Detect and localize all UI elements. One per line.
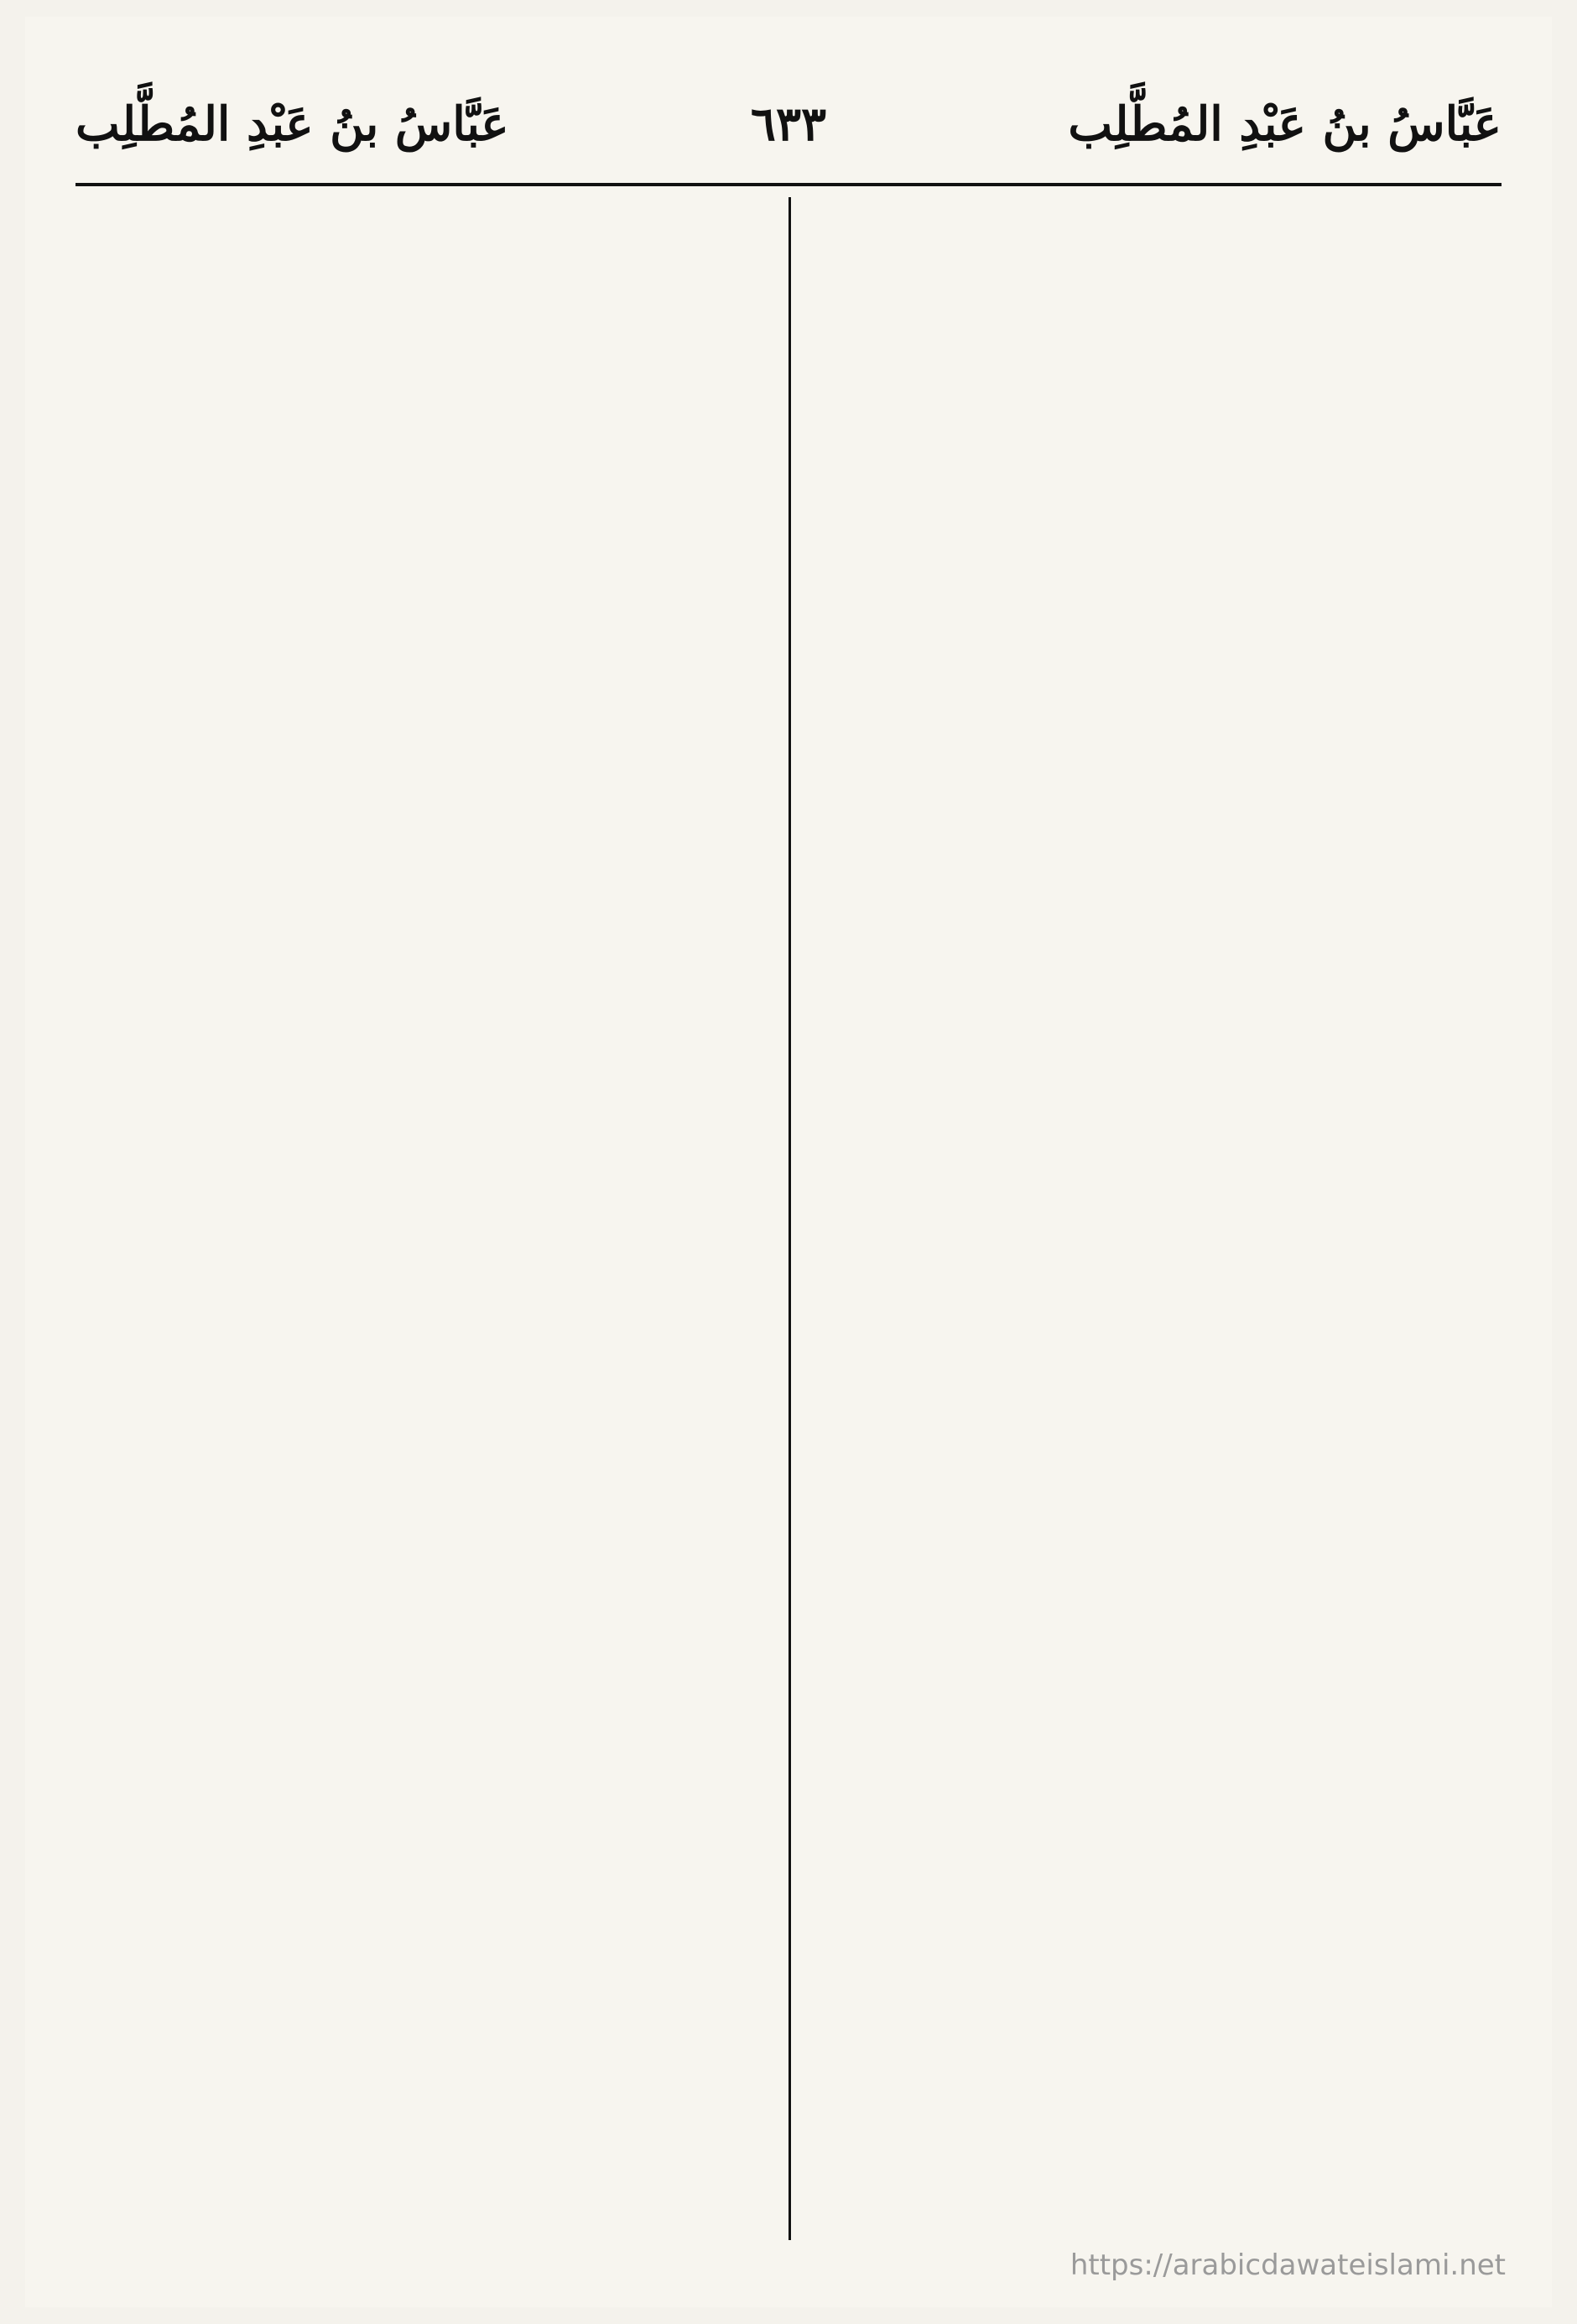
text-line <box>818 2064 1502 2114</box>
text-line <box>75 1812 759 1863</box>
text-line <box>75 1158 759 1208</box>
text-line <box>75 554 759 604</box>
running-title-right: عَبَّاسُ بنُ عَبْدِ المُطَّلِب <box>1068 96 1502 152</box>
text-line <box>818 1158 1502 1208</box>
text-line <box>75 1359 759 1410</box>
running-title-left: عَبَّاسُ بنُ عَبْدِ المُطَّلِب <box>75 96 509 152</box>
text-line <box>75 1410 759 1460</box>
text-line <box>818 1107 1502 1158</box>
text-line <box>818 2165 1502 2215</box>
text-line <box>75 1007 759 1057</box>
text-line <box>75 1107 759 1158</box>
text-line <box>818 1762 1502 1812</box>
text-line <box>818 453 1502 503</box>
text-line <box>818 503 1502 554</box>
text-line <box>75 2165 759 2215</box>
text-line <box>75 1661 759 1712</box>
text-line <box>75 252 759 302</box>
text-line <box>818 1410 1502 1460</box>
text-line <box>75 201 759 252</box>
text-line <box>818 805 1502 856</box>
text-line <box>818 1359 1502 1410</box>
text-line <box>75 302 759 352</box>
page-header <box>75 96 1502 180</box>
text-line <box>75 705 759 755</box>
text-line <box>818 1561 1502 1611</box>
text-line <box>75 906 759 956</box>
text-line <box>818 1661 1502 1712</box>
text-line <box>818 352 1502 403</box>
text-line <box>75 2014 759 2064</box>
text-line <box>75 2114 759 2165</box>
text-line <box>818 1258 1502 1309</box>
text-line <box>818 755 1502 805</box>
text-line <box>818 705 1502 755</box>
text-line <box>818 403 1502 453</box>
text-line <box>818 2114 1502 2165</box>
text-line <box>818 956 1502 1007</box>
text-line <box>818 1309 1502 1359</box>
text-line <box>75 805 759 856</box>
text-line <box>75 956 759 1007</box>
text-line <box>75 1863 759 1913</box>
text-line <box>818 1460 1502 1510</box>
text-line <box>818 201 1502 252</box>
text-line <box>75 654 759 705</box>
text-line <box>75 1963 759 2014</box>
text-line <box>75 503 759 554</box>
text-line <box>818 856 1502 906</box>
text-line <box>818 1963 1502 2014</box>
text-line <box>75 1309 759 1359</box>
text-line <box>818 1863 1502 1913</box>
text-line <box>75 1913 759 1963</box>
header-divider <box>75 183 1502 186</box>
right-column <box>818 201 1502 2215</box>
text-line <box>818 2014 1502 2064</box>
text-line <box>75 856 759 906</box>
column-divider <box>788 197 791 2240</box>
text-line <box>818 604 1502 654</box>
text-line <box>818 302 1502 352</box>
text-line <box>818 1057 1502 1107</box>
text-line <box>818 554 1502 604</box>
text-line <box>818 1510 1502 1561</box>
book-page <box>25 17 1552 2307</box>
text-line <box>75 604 759 654</box>
text-line <box>75 755 759 805</box>
left-column <box>75 201 759 2215</box>
text-line <box>818 654 1502 705</box>
text-line <box>75 352 759 403</box>
text-line <box>818 252 1502 302</box>
text-line <box>818 1812 1502 1863</box>
text-line <box>818 1208 1502 1258</box>
text-line <box>818 906 1502 956</box>
text-line <box>818 1712 1502 1762</box>
text-line <box>75 1510 759 1561</box>
watermark-url: https://arabicdawateislami.net <box>1070 2248 1506 2282</box>
text-line <box>75 1712 759 1762</box>
text-line <box>75 1611 759 1661</box>
text-line <box>75 1208 759 1258</box>
text-line <box>75 2064 759 2114</box>
page-number: ٦٣٣ <box>750 96 827 152</box>
text-line <box>75 1561 759 1611</box>
text-line <box>75 1258 759 1309</box>
text-line <box>75 1460 759 1510</box>
text-line <box>75 1762 759 1812</box>
text-line <box>75 1057 759 1107</box>
text-line <box>818 1913 1502 1963</box>
text-line <box>75 453 759 503</box>
text-line <box>818 1611 1502 1661</box>
text-line <box>818 1007 1502 1057</box>
text-line <box>75 403 759 453</box>
